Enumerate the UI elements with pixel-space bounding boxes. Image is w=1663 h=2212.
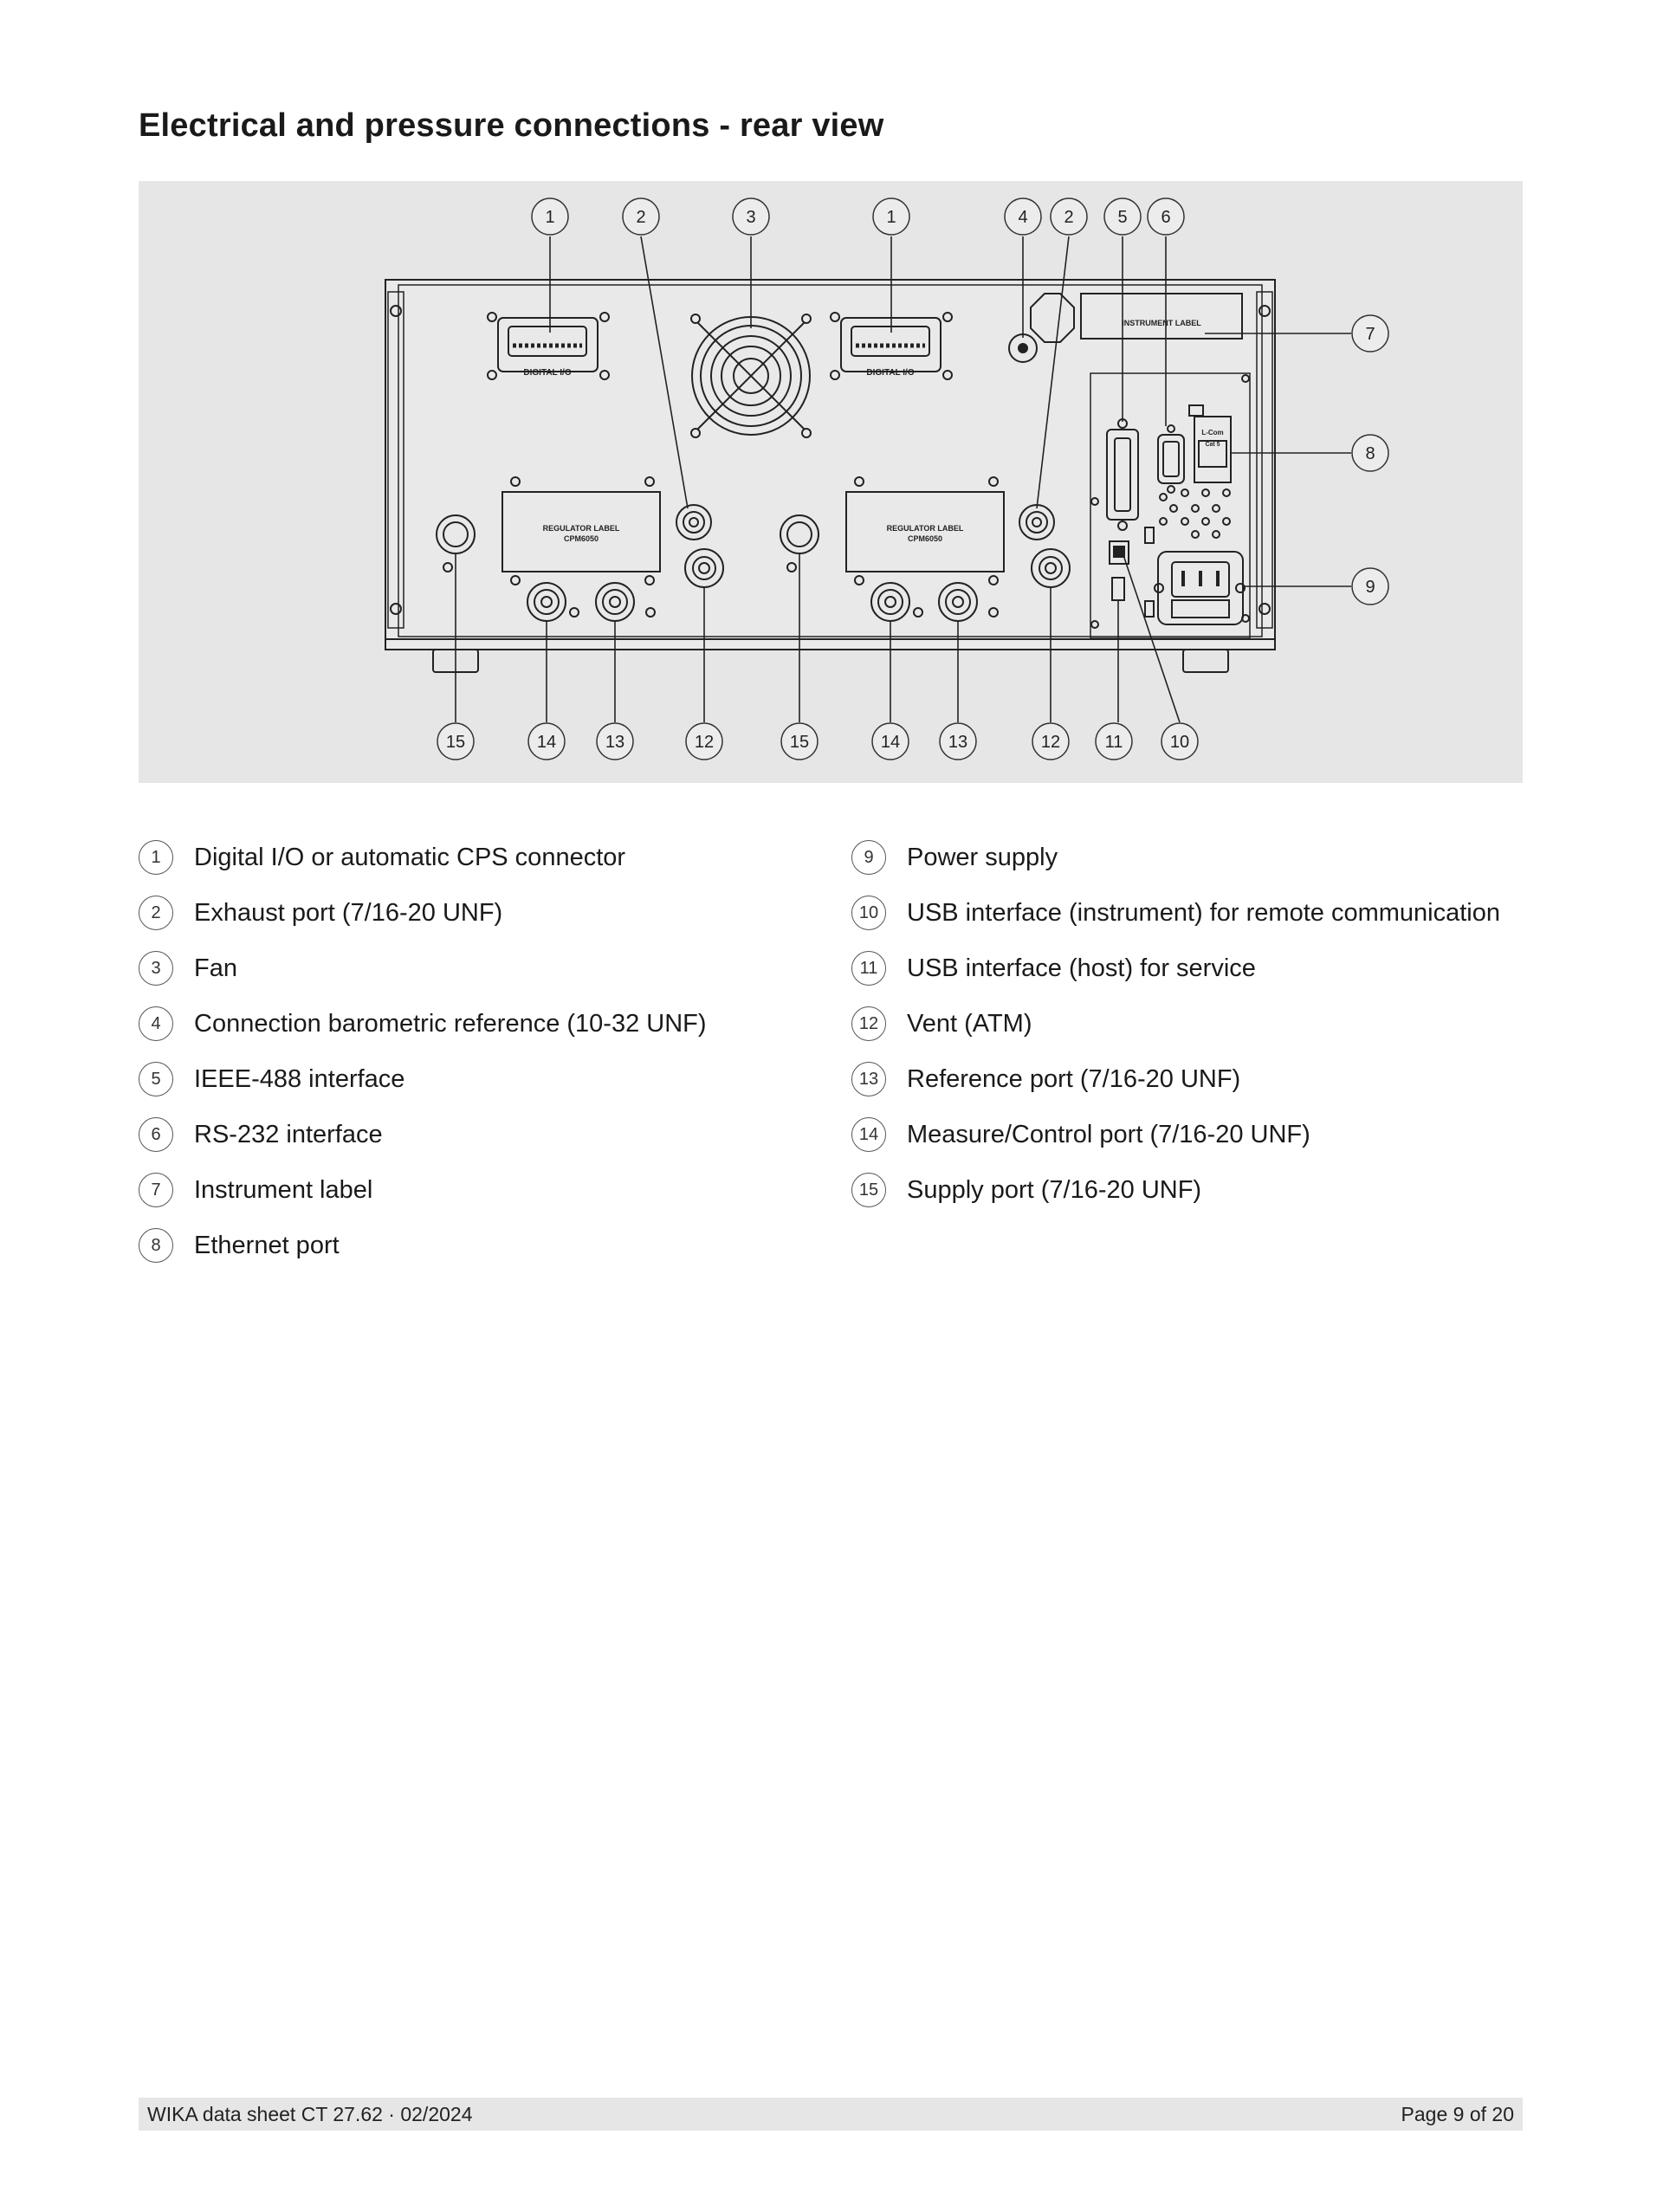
callout-right-9: 9 bbox=[1365, 578, 1375, 597]
legend-text: USB interface (instrument) for remote communication bbox=[907, 898, 1500, 927]
callout-bottom-13b: 13 bbox=[948, 733, 968, 752]
legend-number: 10 bbox=[851, 896, 886, 930]
legend-item bbox=[851, 885, 1500, 941]
footer-page-number: Page 9 of 20 bbox=[1401, 2102, 1514, 2125]
legend-text: Power supply bbox=[907, 843, 1058, 871]
legend-item bbox=[139, 1218, 707, 1273]
callout-top-4: 4 bbox=[1018, 208, 1028, 227]
callout-top-2b: 2 bbox=[1064, 208, 1074, 227]
callout-bottom-15a: 15 bbox=[445, 733, 466, 752]
legend-text: Ethernet port bbox=[194, 1231, 340, 1259]
legend-text: Reference port (7/16-20 UNF) bbox=[907, 1064, 1241, 1093]
legend-number: 8 bbox=[139, 1228, 173, 1263]
cat-label: Cat 5 bbox=[1205, 442, 1220, 448]
callout-right-8: 8 bbox=[1365, 444, 1375, 463]
footer-doc-id: WIKA data sheet CT 27.62 · 02/2024 bbox=[147, 2102, 473, 2125]
legend-number: 7 bbox=[139, 1173, 173, 1207]
legend-number: 6 bbox=[139, 1117, 173, 1152]
callout-top-5: 5 bbox=[1117, 208, 1128, 227]
legend-number: 13 bbox=[851, 1062, 886, 1096]
legend-item bbox=[139, 996, 707, 1051]
legend-number: 1 bbox=[139, 840, 173, 875]
legend-text: USB interface (host) for service bbox=[907, 954, 1256, 982]
legend-number: 14 bbox=[851, 1117, 886, 1152]
legend-item bbox=[851, 1107, 1500, 1162]
legend-item bbox=[851, 1051, 1500, 1107]
legend-number: 3 bbox=[139, 951, 173, 986]
callout-top-1a: 1 bbox=[545, 208, 555, 227]
callout-bottom-14a: 14 bbox=[536, 733, 557, 752]
legend-item bbox=[851, 996, 1500, 1051]
instrument-label-text: INSTRUMENT LABEL bbox=[1122, 319, 1201, 327]
legend-item bbox=[139, 1107, 707, 1162]
callout-bottom-14b: 14 bbox=[880, 733, 901, 752]
callout-bottom-10: 10 bbox=[1169, 733, 1190, 752]
legend-text: Instrument label bbox=[194, 1175, 373, 1204]
callout-bottom-15b: 15 bbox=[789, 733, 810, 752]
legend-item bbox=[851, 830, 1500, 885]
legend-text: Connection barometric reference (10-32 UNF) bbox=[194, 1009, 707, 1038]
legend-text: Digital I/O or automatic CPS connector bbox=[194, 843, 626, 871]
page-footer bbox=[139, 2098, 1523, 2131]
legend-item bbox=[851, 941, 1500, 996]
legend-number: 2 bbox=[139, 896, 173, 930]
legend-number: 15 bbox=[851, 1173, 886, 1207]
legend-text: RS-232 interface bbox=[194, 1120, 383, 1148]
legend-text: Supply port (7/16-20 UNF) bbox=[907, 1175, 1202, 1204]
legend-item bbox=[139, 1051, 707, 1107]
callout-bottom-12a: 12 bbox=[694, 733, 715, 752]
legend-item bbox=[139, 941, 707, 996]
callout-top-6: 6 bbox=[1161, 208, 1171, 227]
legend-text: Vent (ATM) bbox=[907, 1009, 1032, 1038]
legend-item bbox=[139, 830, 707, 885]
rear-view-figure bbox=[139, 181, 1523, 783]
regulator-left-label-line2: CPM6050 bbox=[563, 534, 599, 543]
page-title: Electrical and pressure connections - rear view bbox=[139, 107, 884, 144]
legend-item bbox=[851, 1162, 1500, 1218]
regulator-right-label-line2: CPM6050 bbox=[907, 534, 943, 543]
legend-text: IEEE-488 interface bbox=[194, 1064, 405, 1093]
legend-number: 5 bbox=[139, 1062, 173, 1096]
legend-text: Exhaust port (7/16-20 UNF) bbox=[194, 898, 503, 927]
legend-right bbox=[851, 830, 1500, 1218]
legend-item bbox=[139, 885, 707, 941]
callout-bottom-12b: 12 bbox=[1040, 733, 1061, 752]
digital-io-left-label: DIGITAL I/O bbox=[523, 368, 572, 378]
legend-item bbox=[139, 1162, 707, 1218]
legend-left bbox=[139, 830, 707, 1273]
callout-top-3: 3 bbox=[746, 208, 756, 227]
callout-top-2a: 2 bbox=[636, 208, 646, 227]
legend-number: 4 bbox=[139, 1006, 173, 1041]
legend-text: Fan bbox=[194, 954, 237, 982]
callout-top-1b: 1 bbox=[886, 208, 896, 227]
callout-bottom-13a: 13 bbox=[605, 733, 625, 752]
legend-number: 11 bbox=[851, 951, 886, 986]
digital-io-right-label: DIGITAL I/O bbox=[866, 368, 915, 378]
legend-text: Measure/Control port (7/16-20 UNF) bbox=[907, 1120, 1310, 1148]
legend-number: 12 bbox=[851, 1006, 886, 1041]
chassis-outline bbox=[385, 280, 1275, 650]
callout-bottom-11: 11 bbox=[1104, 733, 1123, 752]
legend-number: 9 bbox=[851, 840, 886, 875]
lcom-label: L-Com bbox=[1201, 429, 1224, 437]
callout-right-7: 7 bbox=[1365, 325, 1375, 344]
regulator-left-label-line1: REGULATOR LABEL bbox=[542, 524, 620, 533]
regulator-right-label-line1: REGULATOR LABEL bbox=[886, 524, 964, 533]
rear-view-drawing bbox=[139, 181, 1523, 783]
